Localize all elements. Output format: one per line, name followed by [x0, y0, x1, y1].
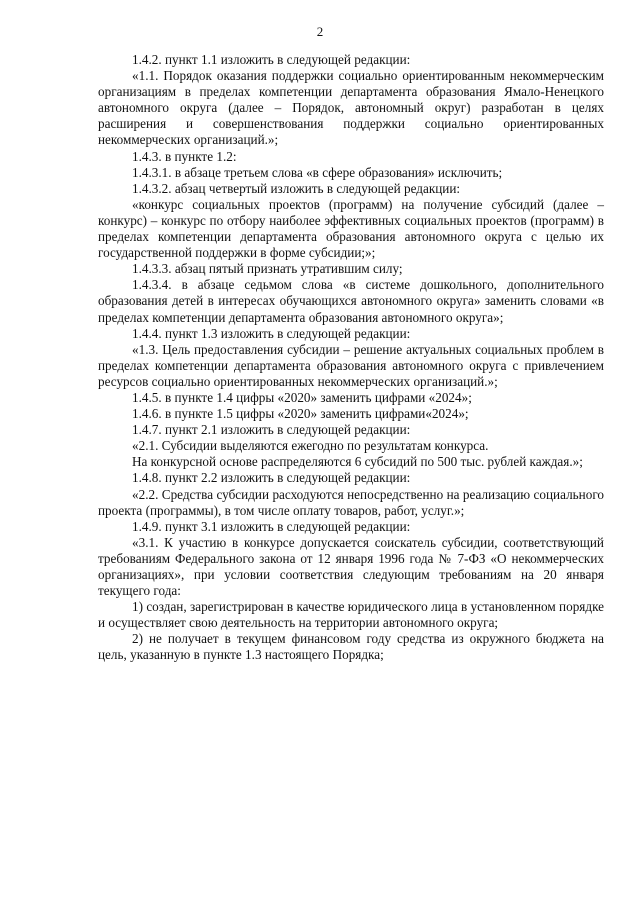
paragraph-subsidy-distribution: На конкурсной основе распределяются 6 субсидий по 500 тыс. рублей каждая.»; [132, 454, 583, 470]
paragraph-1-4-3-4: 1.4.3.4. в абзаце седьмом слова «в системе дошкольного, дополнительного образования детей в интересах обучающихся автономного округа» заменить словами «в пределах компетенции департамента образования автономного округа»; [98, 277, 604, 325]
paragraph-2-1-quote: «2.1. Субсидии выделяются ежегодно по результатам конкурса. [132, 438, 489, 454]
paragraph-1-4-3-3: 1.4.3.3. абзац пятый признать утратившим силу; [132, 261, 403, 277]
paragraph-1-4-3: 1.4.3. в пункте 1.2: [132, 148, 237, 164]
paragraph-requirement-2: 2) не получает в текущем финансовом году средства из окружного бюджета на цель, указанную в пункте 1.3 настоящего Порядка; [98, 631, 604, 663]
paragraph-1-4-8: 1.4.8. пункт 2.2 изложить в следующей редакции: [132, 470, 411, 486]
paragraph-1-4-3-2: 1.4.3.2. абзац четвертый изложить в следующей редакции: [132, 180, 461, 196]
paragraph-contest-definition: «конкурс социальных проектов (программ) на получение субсидий (далее – конкурс) – конкурс по отбору наиболее эффективных социальных проектов (программ) в пределах компетенции департамента образования автономного округа с целью их государственной поддержки в форме субсидии;»; [98, 196, 604, 261]
document-body [98, 52, 604, 664]
paragraph-1-1-quote: «1.1. Порядок оказания поддержки социально ориентированным некоммерческим организациям в пределах компетенции департамента образования Ямало-Ненецкого автономного округа (далее – Порядок, автономный округ) разработан в целях расширения и совершенствования поддержки социально ориентированных некоммерческих организаций.»; [98, 68, 604, 148]
paragraph-1-4-6: 1.4.6. в пункте 1.5 цифры «2020» заменить цифрами«2024»; [132, 406, 469, 422]
paragraph-requirement-1: 1) создан, зарегистрирован в качестве юридического лица в установленном порядке и осуществляет свою деятельность на территории автономного округа; [98, 599, 604, 631]
page-number: 2 [316, 24, 324, 39]
paragraph-1-4-2: 1.4.2. пункт 1.1 изложить в следующей редакции: [132, 52, 411, 67]
paragraph-2-2-quote: «2.2. Средства субсидии расходуются непосредственно на реализацию социального проекта (программы), в том числе оплату товаров, работ, услуг.»; [98, 486, 604, 518]
paragraph-1-4-9: 1.4.9. пункт 3.1 изложить в следующей редакции: [132, 518, 411, 534]
paragraph-3-1-quote: «3.1. К участию в конкурсе допускается соискатель субсидии, соответствующий требованиям Федерального закона от 12 января 1996 года № 7-ФЗ «О некоммерческих организациях», при условии соответствия следующим требованиям на 20 января текущего года: [98, 534, 604, 599]
paragraph-1-4-5: 1.4.5. в пункте 1.4 цифры «2020» заменить цифрами «2024»; [132, 389, 472, 405]
paragraph-1-4-3-1: 1.4.3.1. в абзаце третьем слова «в сфере образования» исключить; [132, 164, 503, 180]
paragraph-1-4-7: 1.4.7. пункт 2.1 изложить в следующей редакции: [132, 422, 411, 438]
paragraph-1-3-quote: «1.3. Цель предоставления субсидии – решение актуальных социальных проблем в пределах компетенции департамента образования автономного округа с привлечением ресурсов социально ориентированных некоммерческих организаций.»; [98, 341, 604, 389]
paragraph-1-4-4: 1.4.4. пункт 1.3 изложить в следующей редакции: [132, 325, 411, 341]
